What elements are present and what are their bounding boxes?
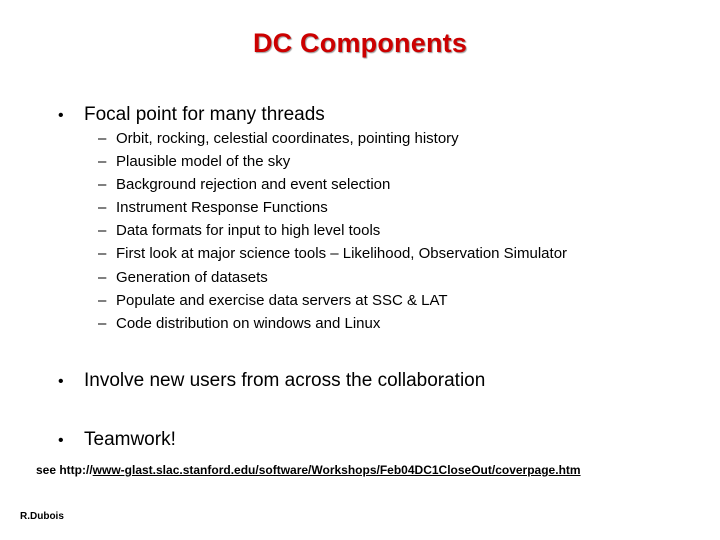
- dash-marker: –: [98, 245, 107, 263]
- dash-marker: –: [98, 268, 107, 286]
- reference-prefix: see http://: [36, 463, 93, 477]
- reference-line: [36, 463, 581, 477]
- list-item-text: Populate and exercise data servers at SSC & LAT: [116, 291, 448, 309]
- dash-marker: –: [98, 176, 107, 194]
- list-item: [98, 153, 567, 176]
- bullet-text: Focal point for many threads: [84, 104, 325, 125]
- bullet-teamwork: [58, 429, 176, 451]
- author-name: R.Dubois: [20, 511, 64, 522]
- bullet-marker: •: [58, 107, 64, 124]
- list-item-text: Orbit, rocking, celestial coordinates, pointing history: [116, 130, 459, 147]
- list-item: [98, 130, 567, 153]
- bullet-marker: •: [58, 373, 64, 390]
- list-item: [98, 176, 567, 199]
- reference-link[interactable]: www-glast.slac.stanford.edu/software/Workshops/Feb04DC1CloseOut/coverpage.htm: [92, 463, 581, 477]
- list-item-text: First look at major science tools – Likelihood, Observation Simulator: [116, 245, 568, 263]
- bullet-involve-users: [58, 370, 485, 392]
- dash-marker: –: [98, 314, 107, 332]
- list-item: [98, 315, 567, 338]
- bullet-marker: •: [58, 432, 64, 449]
- list-item: [98, 222, 567, 245]
- dash-marker: –: [98, 153, 107, 171]
- list-item-text: Code distribution on windows and Linux: [116, 314, 381, 332]
- slide-title: DC Components: [252, 28, 468, 58]
- bullet-text: Teamwork!: [84, 429, 176, 450]
- list-item-text: Generation of datasets: [116, 268, 268, 286]
- list-item: [98, 292, 567, 315]
- bullet-focal-point: [58, 104, 325, 126]
- list-item-text: Instrument Response Functions: [116, 199, 328, 217]
- dash-marker: –: [98, 291, 107, 309]
- list-item: [98, 269, 567, 292]
- list-item-text: Plausible model of the sky: [116, 153, 291, 171]
- list-item-text: Data formats for input to high level tools: [116, 222, 381, 240]
- dash-marker: –: [98, 199, 107, 217]
- focal-point-sublist: [98, 130, 567, 338]
- dash-marker: –: [98, 130, 107, 147]
- list-item: [98, 245, 567, 268]
- dash-marker: –: [98, 222, 107, 240]
- list-item: [98, 199, 567, 222]
- bullet-text: Involve new users from across the collaboration: [84, 370, 486, 391]
- list-item-text: Background rejection and event selection: [116, 176, 391, 194]
